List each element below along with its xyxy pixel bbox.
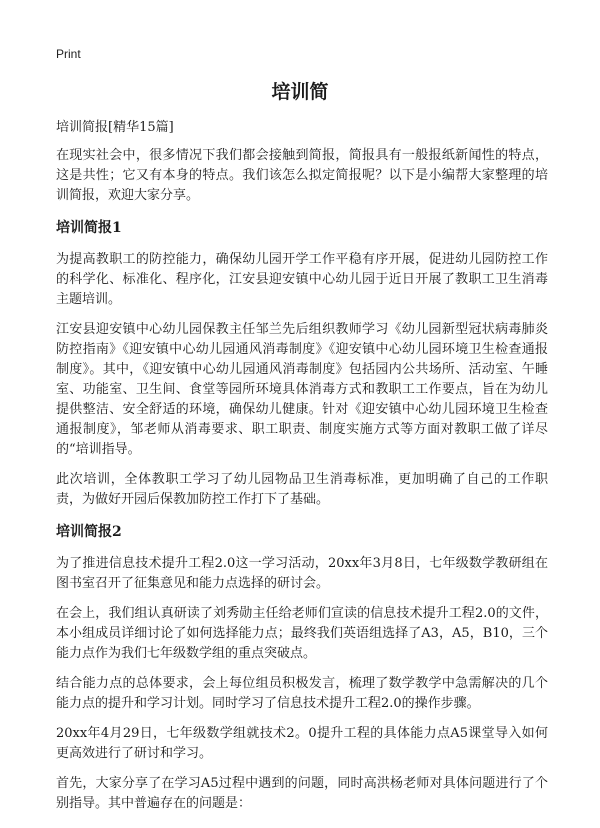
section-2-paragraph-4: 20xx年4月29日，七年级数学组就技术2。0提升工程的具体能力点A5课堂导入如何更高效进行了研讨和学习。 <box>56 726 548 761</box>
intro-paragraph: 在现实社会中，很多情况下我们都会接触到简报，简报具有一般报纸新闻性的特点，这是共性；它又有本身的特点。我们该怎么拟定简报呢？以下是小编帮大家整理的培训简报，欢迎大家分享。 <box>56 148 548 203</box>
section-1-paragraph-2: 江安县迎安镇中心幼儿园保教主任邹兰先后组织教师学习《幼儿园新型冠状病毒肺炎防控指南》《迎安镇中心幼儿园通风消毒制度》《迎安镇中心幼儿园环境卫生检查通报制度》。其中，《迎安镇中心幼儿园通风消毒制度》包括园内公共场所、活动室、午睡室、功能室、卫生间、食堂等园所环境具体消毒方式和教职工工作要点，旨在为幼儿提供整洁、安全舒适的环境，确保幼儿健康。针对《迎安镇中心幼儿园环境卫生检查通报制度》，邹老师从消毒要求、职工职责、制度实施方式等方面对教职工做了详尽的“培训指导。 <box>56 322 548 457</box>
section-2-paragraph-2: 在会上，我们组认真研读了刘秀勋主任给老师们宣读的信息技术提升工程2.0的文件，本小组成员详细讨论了如何选择能力点；最终我们英语组选择了A3，A5，B10，三个能力点作为我们七年级数学组的重点突破点。 <box>56 606 548 661</box>
document-subtitle: 培训简报[精华15篇] <box>56 120 174 135</box>
page-title: 培训简 <box>271 81 329 103</box>
section-heading-1: 培训简报1 <box>56 220 122 236</box>
section-heading-2: 培训简报2 <box>56 524 122 540</box>
print-link[interactable]: Print <box>56 47 81 61</box>
section-1-paragraph-3: 此次培训，全体教职工学习了幼儿园物品卫生消毒标准，更加明确了自己的工作职责，为做好开园后保教加防控工作打下了基础。 <box>56 472 548 507</box>
section-2-paragraph-5: 首先，大家分享了在学习A5过程中遇到的问题，同时高洪杨老师对具体问题进行了个别指导。其中普遍存在的问题是： <box>56 776 548 811</box>
section-2-paragraph-3: 结合能力点的总体要求，会上每位组员积极发言，梳理了数学教学中急需解决的几个能力点的提升和学习计划。同时学习了信息技术提升工程2.0的操作步骤。 <box>56 676 548 711</box>
section-1-paragraph-1: 为提高教职工的防控能力，确保幼儿园开学工作平稳有序开展，促进幼儿园防控工作的科学化、标准化、程序化，江安县迎安镇中心幼儿园于近日开展了教职工卫生消毒主题培训。 <box>56 252 548 307</box>
document-body <box>56 118 548 824</box>
section-2-paragraph-1: 为了推进信息技术提升工程2.0这一学习活动，20xx年3月8日，七年级数学教研组在图书室召开了征集意见和能力点选择的研讨会。 <box>56 556 549 591</box>
